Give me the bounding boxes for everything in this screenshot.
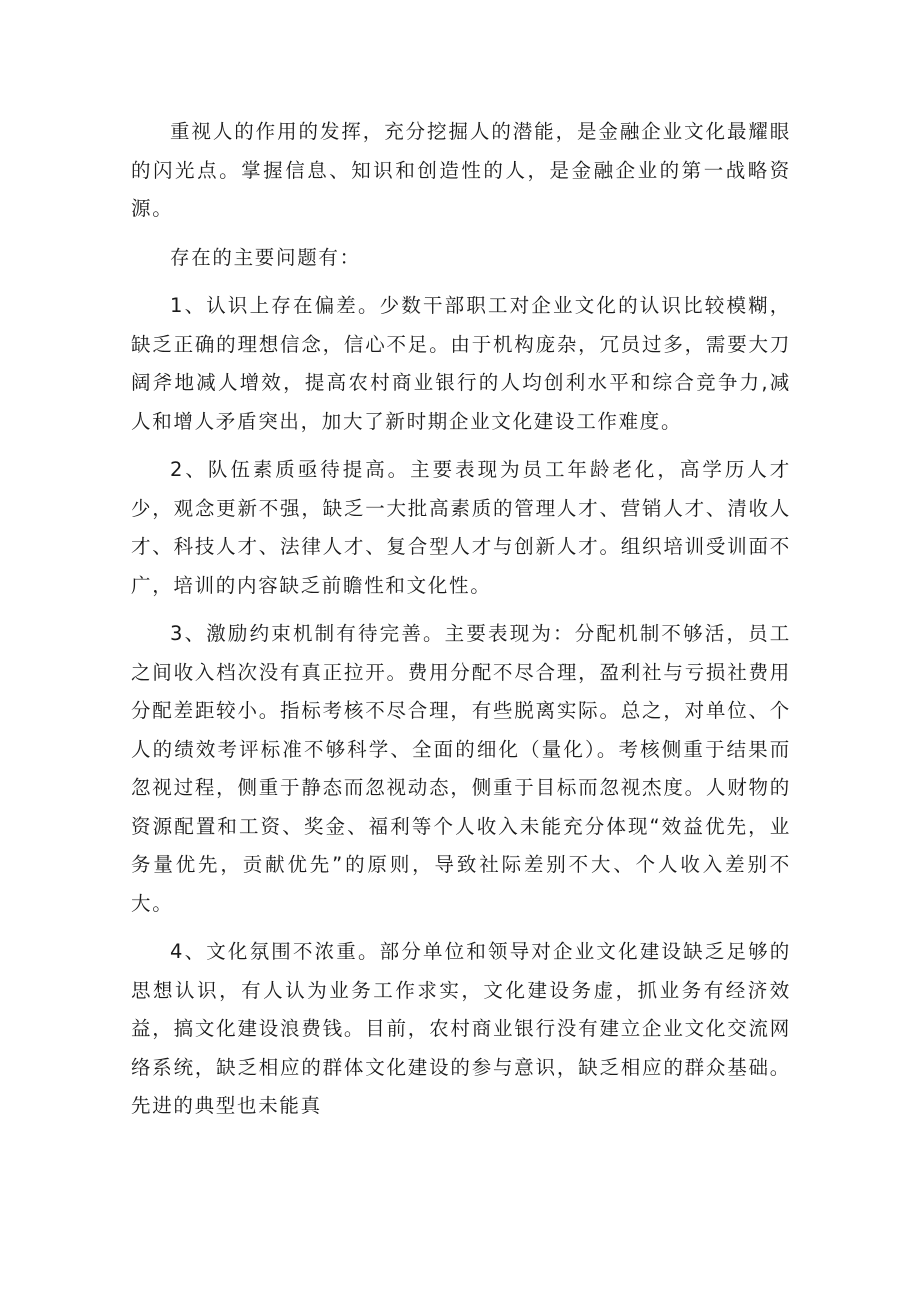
paragraph-intro: 重视人的作用的发挥，充分挖掘人的潜能，是金融企业文化最耀眼的闪光点。掌握信息、知识和创造性的人，是金融企业的第一战略资源。 — [131, 120, 791, 220]
paragraph-problems-heading: 存在的主要问题有： — [170, 245, 361, 269]
paragraph-problem-2: 2、队伍素质亟待提高。主要表现为员工年龄老化，高学历人才少，观念更新不强，缺乏一大批高素质的管理人才、营销人才、清收人才、科技人才、法律人才、复合型人才与创新人才。组织培训受训面不广，培训的内容缺乏前瞻性和文化性。 — [131, 458, 791, 597]
paragraph-problem-3: 3、激励约束机制有待完善。主要表现为：分配机制不够活，员工之间收入档次没有真正拉开。费用分配不尽合理，盈利社与亏损社费用分配差距较小。指标考核不尽合理，有些脱离实际。总之，对单位、个人的绩效考评标准不够科学、全面的细化（量化）。考核侧重于结果而忽视过程，侧重于静态而忽视动态，侧重于目标而忽视杰度。人财物的资源配置和工资、奖金、福利等个人收入未能充分体现“效益优先，业务量优先，贡献优先”的原则，导致社际差别不大、个人收入差别不大。 — [131, 622, 791, 915]
document-body — [131, 113, 791, 1136]
paragraph-problem-4: 4、文化氛围不浓重。部分单位和领导对企业文化建设缺乏足够的思想认识，有人认为业务工作求实，文化建设务虚，抓业务有经济效益，搞文化建设浪费钱。目前，农村商业银行没有建立企业文化交流网络系统，缺乏相应的群体文化建设的参与意识，缺乏相应的群众基础。先进的典型也未能真 — [131, 940, 791, 1117]
paragraph-problem-1: 1、认识上存在偏差。少数干部职工对企业文化的认识比较模糊，缺乏正确的理想信念，信心不足。由于机构庞杂，冗员过多，需要大刀阔斧地减人增效，提高农村商业银行的人均创利水平和综合竞争力,减人和增人矛盾突出，加大了新时期企业文化建设工作难度。 — [131, 294, 791, 433]
